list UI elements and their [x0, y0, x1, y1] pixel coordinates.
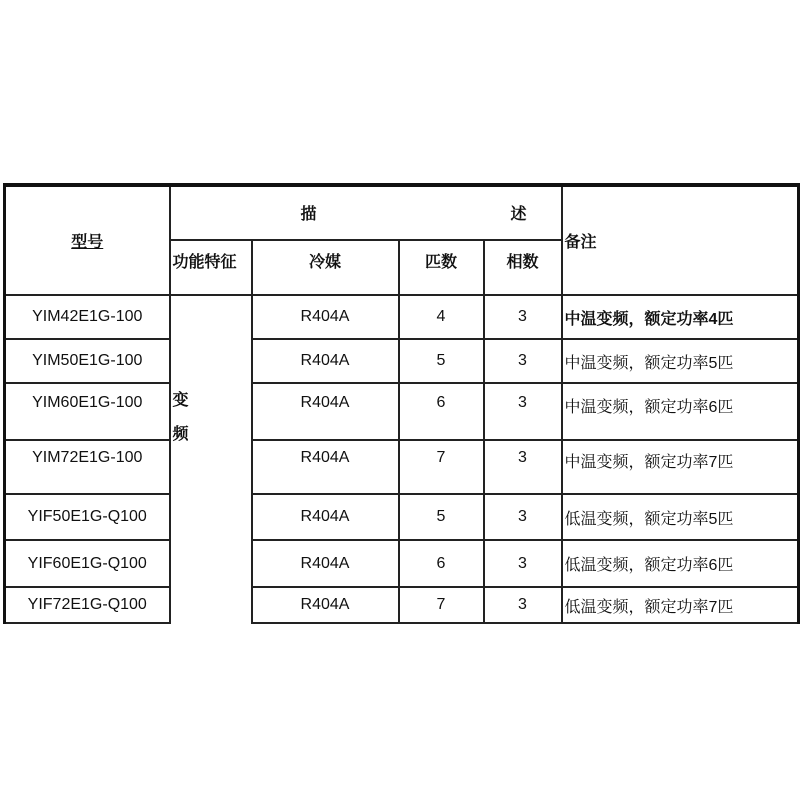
phase-cell: 3	[484, 383, 562, 440]
refrigerant-cell: R404A	[252, 440, 399, 494]
refrigerant-cell: R404A	[252, 540, 399, 587]
table-row	[5, 587, 799, 623]
refrigerant-cell: R404A	[252, 587, 399, 623]
product-spec-table	[3, 183, 800, 624]
header-description	[170, 185, 562, 240]
header-hp: 匹数	[399, 240, 484, 295]
note-cell: 中温变频，额定功率4匹	[562, 295, 799, 339]
function-cell	[170, 295, 252, 623]
phase-cell: 3	[484, 339, 562, 383]
table-row	[5, 383, 799, 440]
phase-cell: 3	[484, 540, 562, 587]
hp-cell: 5	[399, 494, 484, 540]
header-phase: 相数	[484, 240, 562, 295]
model-cell: YIM72E1G-100	[5, 440, 170, 494]
table-row	[5, 295, 799, 339]
refrigerant-cell: R404A	[252, 383, 399, 440]
model-cell: YIF72E1G-Q100	[5, 587, 170, 623]
note-cell: 中温变频，额定功率7匹	[562, 440, 799, 494]
model-cell: YIM42E1G-100	[5, 295, 170, 339]
hp-cell: 7	[399, 587, 484, 623]
header-model-label: 型号	[71, 234, 104, 251]
model-cell: YIF50E1G-Q100	[5, 494, 170, 540]
hp-cell: 5	[399, 339, 484, 383]
header-description-right: 述	[510, 206, 527, 223]
header-model	[5, 185, 170, 295]
table-row	[5, 494, 799, 540]
function-char: 变	[172, 392, 189, 409]
phase-cell: 3	[484, 440, 562, 494]
note-cell: 低温变频，额定功率5匹	[562, 494, 799, 540]
note-cell: 中温变频，额定功率6匹	[562, 383, 799, 440]
model-cell: YIF60E1G-Q100	[5, 540, 170, 587]
model-cell: YIM50E1G-100	[5, 339, 170, 383]
table-row	[5, 339, 799, 383]
table-row	[5, 540, 799, 587]
table-row	[5, 440, 799, 494]
note-cell: 低温变频，额定功率6匹	[562, 540, 799, 587]
header-description-left: 描	[300, 206, 317, 223]
phase-cell: 3	[484, 295, 562, 339]
hp-cell: 7	[399, 440, 484, 494]
hp-cell: 6	[399, 383, 484, 440]
refrigerant-cell: R404A	[252, 339, 399, 383]
phase-cell: 3	[484, 587, 562, 623]
note-cell: 中温变频，额定功率5匹	[562, 339, 799, 383]
header-remarks: 备注	[562, 185, 799, 295]
header-function: 功能特征	[170, 240, 252, 295]
hp-cell: 4	[399, 295, 484, 339]
phase-cell: 3	[484, 494, 562, 540]
refrigerant-cell: R404A	[252, 295, 399, 339]
refrigerant-cell: R404A	[252, 494, 399, 540]
hp-cell: 6	[399, 540, 484, 587]
model-cell: YIM60E1G-100	[5, 383, 170, 440]
function-char: 频	[172, 426, 189, 443]
note-cell: 低温变频，额定功率7匹	[562, 587, 799, 623]
header-refrigerant: 冷媒	[252, 240, 399, 295]
